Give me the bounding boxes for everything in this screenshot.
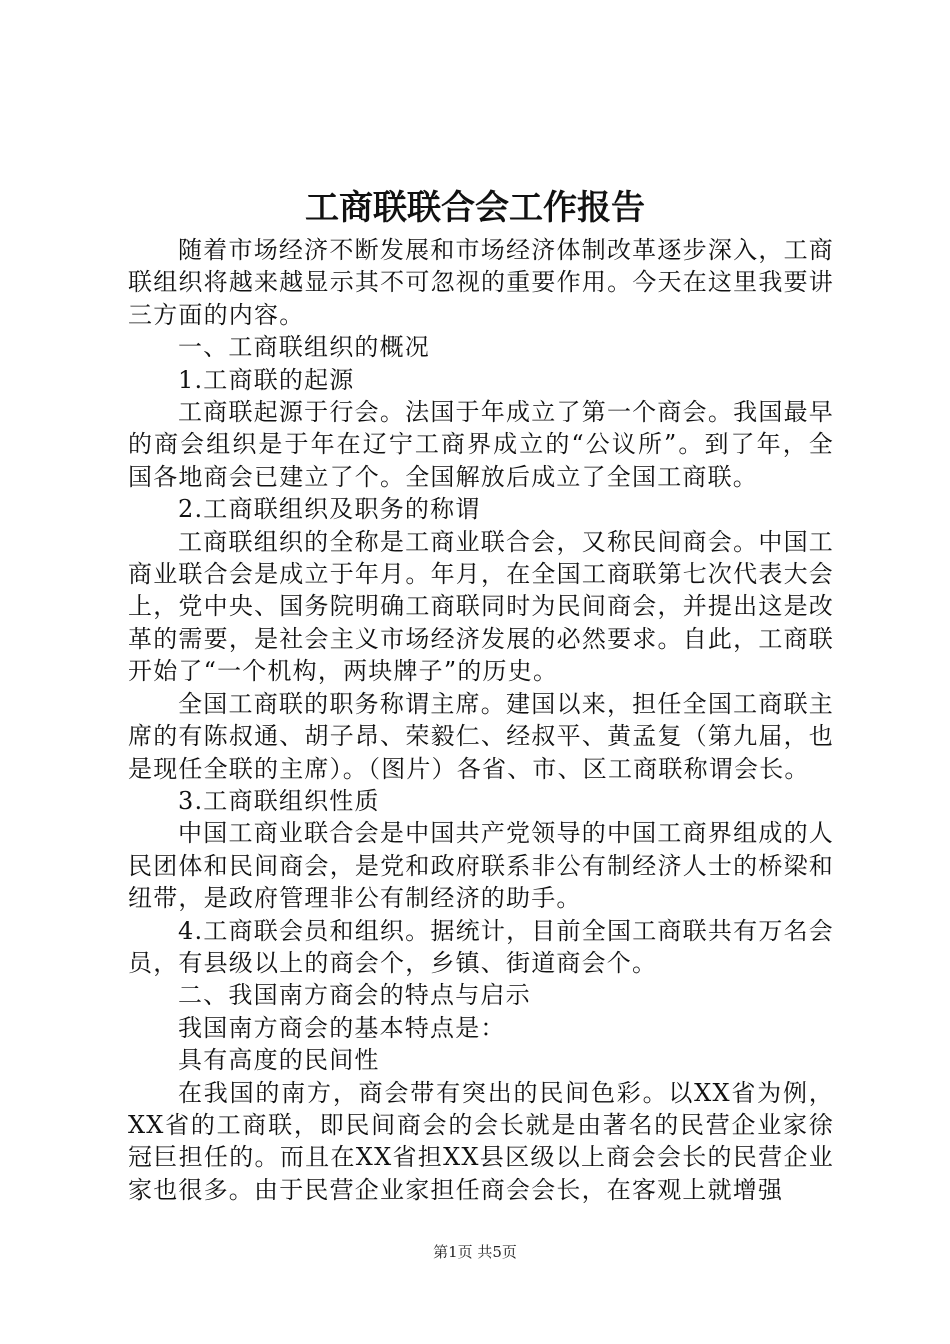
page-number-footer: 第1页 共5页 — [433, 1243, 517, 1261]
paragraph-naming: 工商联组织的全称是工商业联合会，又称民间商会。中国工商业联合会是成立于年月。年月，在全国工商联第七次代表大会上，党中央、国务院明确工商联同时为民间商会，并提出这是改革的需要，是社会主义市场经济发展的必然要求。自此，工商联开始了“一个机构，两块牌子”的历史。 — [128, 527, 834, 686]
paragraph-chairmen: 全国工商联的职务称谓主席。建国以来，担任全国工商联主席的有陈叔通、胡子昂、荣毅仁、经叔平、黄孟复（第九届，也是现任全联的主席）。（图片）各省、市、区工商联称谓会长。 — [128, 689, 834, 783]
paragraph-features-intro: 我国南方商会的基本特点是： — [178, 1013, 506, 1042]
document-body — [128, 234, 834, 1206]
document-title: 工商联联合会工作报告 — [305, 188, 645, 228]
paragraph-origin: 工商联起源于行会。法国于年成立了第一个商会。我国最早的商会组织是于年在辽宁工商界成立的“公议所”。到了年，全国各地商会已建立了个。全国解放后成立了全国工商联。 — [128, 398, 834, 491]
heading-folk-nature: 具有高度的民间性 — [178, 1046, 380, 1075]
heading-naming: 2.工商联组织及职务的称谓 — [178, 495, 481, 524]
heading-origin: 1.工商联的起源 — [178, 365, 355, 394]
heading-nature: 3.工商联组织性质 — [178, 786, 380, 815]
heading-section-2: 二、我国南方商会的特点与启示 — [178, 981, 531, 1010]
paragraph-members: 4.工商联会员和组织。据统计，目前全国工商联共有万名会员，有县级以上的商会个，乡镇、街道商会个。 — [128, 916, 834, 977]
paragraph-folk-nature: 在我国的南方，商会带有突出的民间色彩。以XX省为例，XX省的工商联，即民间商会的会长就是由著名的民营企业家徐冠巨担任的。而且在XX省担XX县区级以上商会会长的民营企业家也很多。由于民营企业家担任商会会长，在客观上就增强 — [128, 1078, 834, 1204]
paragraph-intro: 随着市场经济不断发展和市场经济体制改革逐步深入，工商联组织将越来越显示其不可忽视的重要作用。今天在这里我要讲三方面的内容。 — [128, 236, 834, 329]
heading-section-1: 一、工商联组织的概况 — [178, 333, 430, 362]
paragraph-nature: 中国工商业联合会是中国共产党领导的中国工商界组成的人民团体和民间商会，是党和政府联系非公有制经济人士的桥梁和纽带，是政府管理非公有制经济的助手。 — [128, 819, 834, 913]
